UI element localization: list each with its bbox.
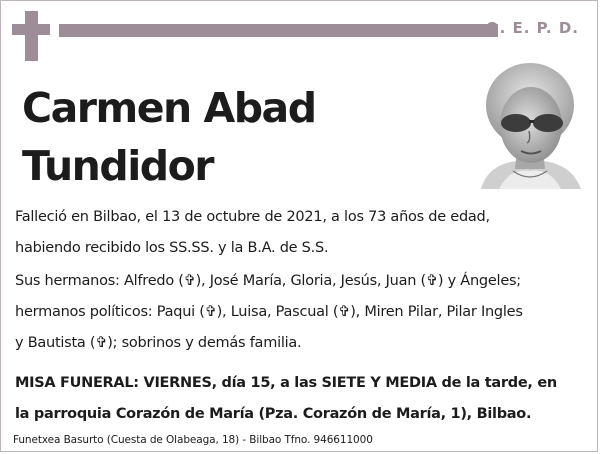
cross-icon xyxy=(25,11,38,61)
family-line-3: y Bautista (✞); sobrinos y demás familia. xyxy=(15,335,302,351)
portrait-photo xyxy=(477,61,583,189)
header-rule xyxy=(59,24,498,37)
funeral-notice xyxy=(15,368,583,430)
family-line-1: Sus hermanos: Alfredo (✞), José María, Gloria, Jesús, Juan (✞) y Ángeles; xyxy=(15,273,521,289)
qepd-badge: Q. E. P. D. xyxy=(485,19,579,37)
deceased-name xyxy=(22,79,442,195)
name-line-2: Tundidor xyxy=(22,142,213,190)
funeral-home-footer: Funetxea Basurto (Cuesta de Olabeaga, 18) - Bilbao Tfno. 946611000 xyxy=(13,434,373,446)
family-notice xyxy=(15,266,583,359)
cross-icon-bar xyxy=(12,24,50,35)
death-notice-line-2: habiendo recibido los SS.SS. y la B.A. de S.S. xyxy=(15,240,329,256)
death-notice xyxy=(15,202,583,264)
death-notice-line-1: Falleció en Bilbao, el 13 de octubre de 2021, a los 73 años de edad, xyxy=(15,209,490,225)
funeral-line-1: MISA FUNERAL: VIERNES, día 15, a las SIETE Y MEDIA de la tarde, en xyxy=(15,375,557,391)
funeral-line-2: la parroquia Corazón de María (Pza. Corazón de María, 1), Bilbao. xyxy=(15,406,532,422)
family-line-2: hermanos políticos: Paqui (✞), Luisa, Pascual (✞), Miren Pilar, Pilar Ingles xyxy=(15,304,523,320)
name-line-1: Carmen Abad xyxy=(22,84,316,132)
